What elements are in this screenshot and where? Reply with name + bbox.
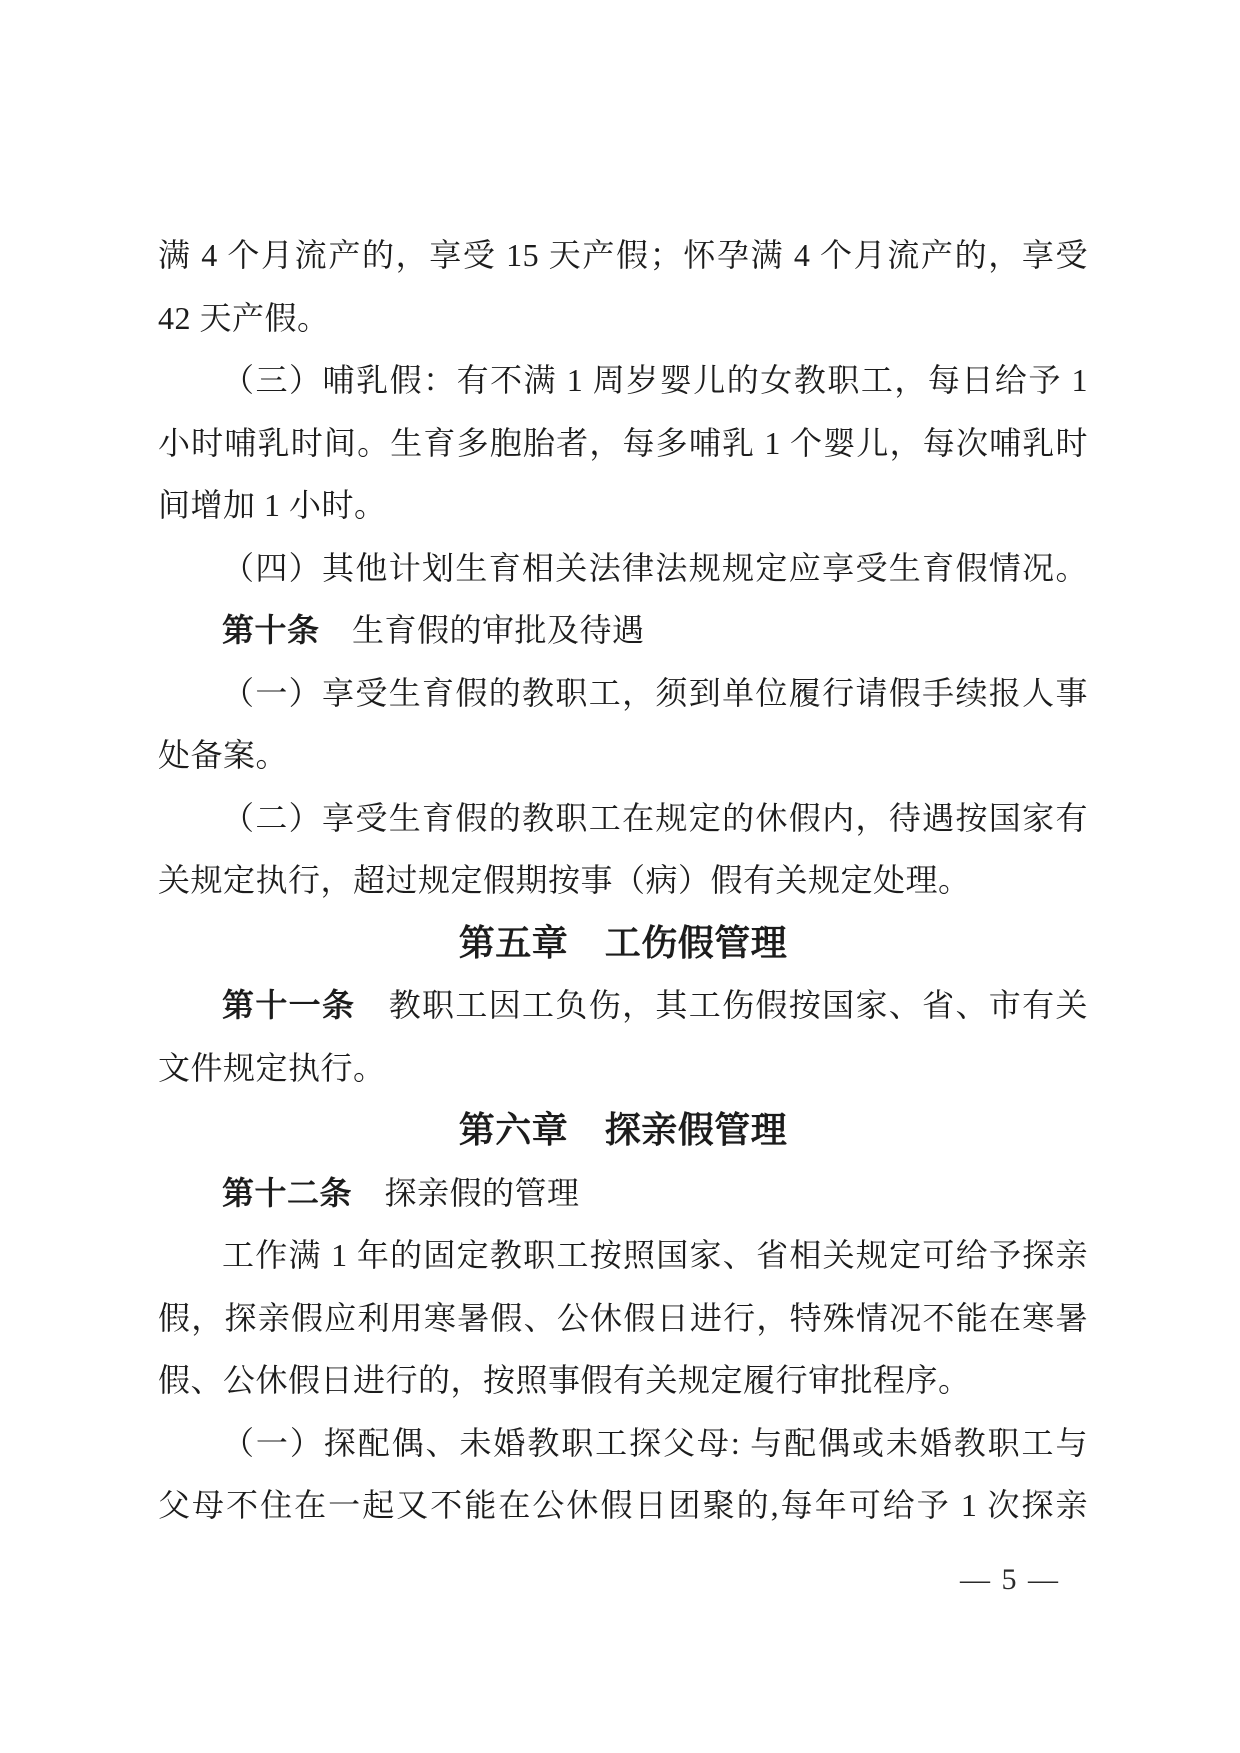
text-segment: 假，探亲假应利用寒暑假、公休假日进行，特殊情况不能在寒暑 [158, 1299, 1088, 1336]
text-line [158, 1037, 1088, 1100]
bold-text-segment: 第五章 工伤假管理 [458, 921, 788, 963]
text-line [158, 224, 1088, 287]
text-line [158, 1224, 1088, 1287]
text-segment: 满 4 个月流产的，享受 15 天产假；怀孕满 4 个月流产的，享受 [158, 237, 1088, 273]
bold-text-segment: 第六章 探亲假管理 [458, 1109, 788, 1150]
text-segment: 处备案。 [158, 737, 289, 773]
page-number: — 5 — [960, 1563, 1060, 1596]
text-segment: 工作满 1 年的固定教职工按照国家、省相关规定可给予探亲 [222, 1237, 1088, 1273]
text-segment: （四）其他计划生育相关法律法规规定应享受生育假情况。 [222, 549, 1088, 586]
text-line [158, 787, 1088, 850]
text-segment: 教职工因工负伤，其工伤假按国家、省、市有关 [355, 987, 1088, 1023]
text-line [158, 662, 1088, 725]
text-line [158, 1349, 1088, 1412]
text-line [158, 412, 1088, 475]
text-segment: 关规定执行，超过规定假期按事（病）假有关规定处理。 [158, 862, 971, 898]
text-segment: 探亲假的管理 [352, 1174, 580, 1211]
text-line [158, 474, 1088, 537]
chapter-heading [158, 1099, 1088, 1162]
text-line [158, 537, 1088, 600]
text-segment: 假、公休假日进行的，按照事假有关规定履行审批程序。 [158, 1362, 971, 1398]
text-line [158, 724, 1088, 787]
text-line [158, 849, 1088, 912]
text-segment: 文件规定执行。 [158, 1049, 386, 1086]
text-line [158, 974, 1088, 1037]
text-line [158, 1162, 1088, 1225]
text-segment: （一）探配偶、未婚教职工探父母: 与配偶或未婚教职工与 [222, 1424, 1088, 1461]
text-segment: 父母不住在一起又不能在公休假日团聚的,每年可给予 1 次探亲 [158, 1487, 1088, 1523]
bold-text-segment: 第十条 [222, 612, 320, 648]
text-line [158, 1474, 1088, 1537]
text-segment: （三）哺乳假：有不满 1 周岁婴儿的女教职工，每日给予 1 [222, 362, 1088, 398]
text-segment: 间增加 1 小时。 [158, 487, 387, 523]
text-line [158, 599, 1088, 662]
text-line [158, 287, 1088, 350]
document-body [158, 224, 1088, 1537]
text-line [158, 1287, 1088, 1350]
text-segment: （二）享受生育假的教职工在规定的休假内，待遇按国家有 [222, 799, 1088, 836]
text-segment: 生育假的审批及待遇 [319, 612, 645, 648]
text-line [158, 349, 1088, 412]
text-segment: （一）享受生育假的教职工，须到单位履行请假手续报人事 [222, 674, 1088, 711]
text-line [158, 1412, 1088, 1475]
text-segment: 小时哺乳时间。生育多胞胎者，每多哺乳 1 个婴儿，每次哺乳时 [158, 424, 1088, 461]
chapter-heading [158, 912, 1088, 975]
bold-text-segment: 第十二条 [222, 1174, 353, 1211]
text-segment: 42 天产假。 [158, 299, 330, 336]
bold-text-segment: 第十一条 [222, 987, 356, 1023]
